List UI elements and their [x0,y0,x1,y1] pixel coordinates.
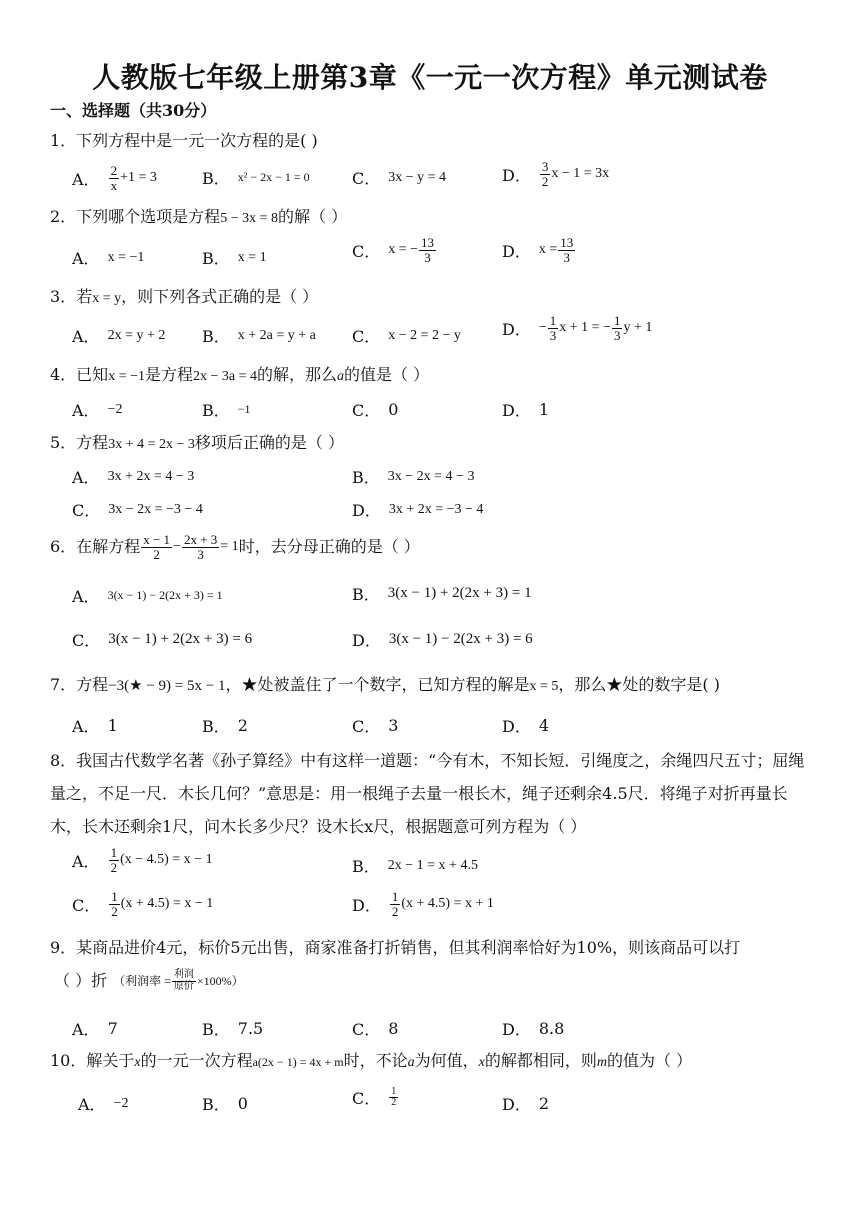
q7-option-c: C． 3 [352,716,399,736]
question-8-stem: 8．我国古代数学名著《孙子算经》中有这样一道题：“今有木，不知长短．引绳度之，余绳四尺五寸；屈绳量之，不足一尺．木长几何？”意思是：用一根绳子去量一根长木，绳子还剩余4.5尺．将绳子对折再量长木，长木还剩余1尺，问木长多少尺？设木长x尺，根据题意可列方程为（ ） [50,751,805,836]
q3-option-d: D． − $\frac{1}{3}$ x + 1 = − $\frac{1}{3}$ y + 1 [502,313,653,343]
q10-option-b: B． 0 [202,1094,248,1114]
q6-option-c: C． 3(x − 1) + 2(2x + 3) = 6 [72,631,253,650]
q2-option-b: B． x = 1 [202,249,267,268]
q3-option-c: C． x − 2 = 2 − y [352,327,461,346]
q9-option-d: D． 8.8 [502,1019,565,1039]
q5-option-a: A． 3x + 2x = 4 − 3 [72,468,195,487]
q10-option-d: D． 2 [502,1094,550,1114]
q4-option-c: C． 0 [352,400,399,420]
q7-option-b: B． 2 [202,716,248,736]
question-9-stem-line2: （ ）折 （利润率 = $\frac{\text{利润}}{\text{原价}}$ ×100%） [54,969,244,992]
q3-option-b: B． x + 2a = y + a [202,327,316,346]
q6-option-b: B． 3(x − 1) + 2(2x + 3) = 1 [352,585,532,604]
q6-option-a: A． 3(x − 1) − 2(2x + 3) = 1 [72,587,223,606]
question-1-stem: 1．下列方程中是一元一次方程的是( ) [50,131,318,150]
q8-option-c: C． $\frac{1}{2}$ (x + 4.5) = x − 1 [72,889,214,919]
page-title: 人教版七年级上册第3章《一元一次方程》单元测试卷 [92,61,768,94]
question-2-stem: 2．下列哪个选项是方程5 − 3x = 8的解（ ） [50,207,348,226]
q1-option-d: D． $\frac{3}{2}$ x − 1 = 3x [502,159,610,189]
question-9-stem: 9．某商品进价4元，标价5元出售，商家准备打折销售，但其利润率恰好为10%，则该商品可以打 [50,938,741,957]
q1-option-a: A． $\frac{2}{x}$ +1 = 3 [72,163,157,193]
q7-option-d: D． 4 [502,716,550,736]
q5-option-b: B． 3x − 2x = 4 − 3 [352,468,475,487]
q7-option-a: A． 1 [72,716,118,736]
q2-option-c: C． x = − $\frac{13}{3}$ [352,235,435,265]
q5-option-c: C． 3x − 2x = −3 − 4 [72,501,203,520]
q2-option-a: A． x = −1 [72,249,145,268]
q4-option-a: A． −2 [72,401,123,420]
question-10-stem: 10．解关于x的一元一次方程a(2x − 1) = 4x + m时，不论a为何值，x的解都相同，则m的值为（ ） [50,1051,693,1070]
q6-option-d: D． 3(x − 1) − 2(2x + 3) = 6 [352,631,533,650]
q1-option-b: B． x² − 2x − 1 = 0 [202,169,310,188]
q10-option-c: C． $\frac{1}{2}$ [352,1085,397,1108]
q9-option-b: B． 7.5 [202,1019,264,1039]
question-7-stem: 7．方程−3(★ − 9) = 5x − 1，★处被盖住了一个数字，已知方程的解是x = 5，那么★处的数字是( ) [50,675,720,694]
q3-option-a: A． 2x = y + 2 [72,327,166,346]
question-6-stem: 6．在解方程 $\frac{x - 1}{2}$ − $\frac{2x + 3}{3}$ = 1 时，去分母正确的是（ ） [50,531,420,562]
q2-option-d: D． x = $\frac{13}{3}$ [502,235,574,265]
q10-option-a: A． −2 [78,1095,129,1114]
question-5-stem: 5．方程3x + 4 = 2x − 3移项后正确的是（ ） [50,433,344,452]
q8-option-a: A． $\frac{1}{2}$ (x − 4.5) = x − 1 [72,845,213,875]
q4-option-d: D． 1 [502,400,550,420]
question-4-stem: 4．已知x = −1是方程2x − 3a = 4的解，那么a的值是（ ） [50,365,430,384]
q1-option-c: C． 3x − y = 4 [352,169,447,188]
q5-option-d: D． 3x + 2x = −3 − 4 [352,501,484,520]
question-3-stem: 3．若x = y，则下列各式正确的是（ ） [50,287,319,306]
q9-option-a: A． 7 [72,1019,118,1039]
section-heading: 一、选择题（共30分） [50,101,217,120]
q9-option-c: C． 8 [352,1019,399,1039]
q4-option-b: B． −1 [202,401,251,420]
q8-option-d: D． $\frac{1}{2}$ (x + 4.5) = x + 1 [352,889,494,919]
q8-option-b: B． 2x − 1 = x + 4.5 [352,857,478,876]
